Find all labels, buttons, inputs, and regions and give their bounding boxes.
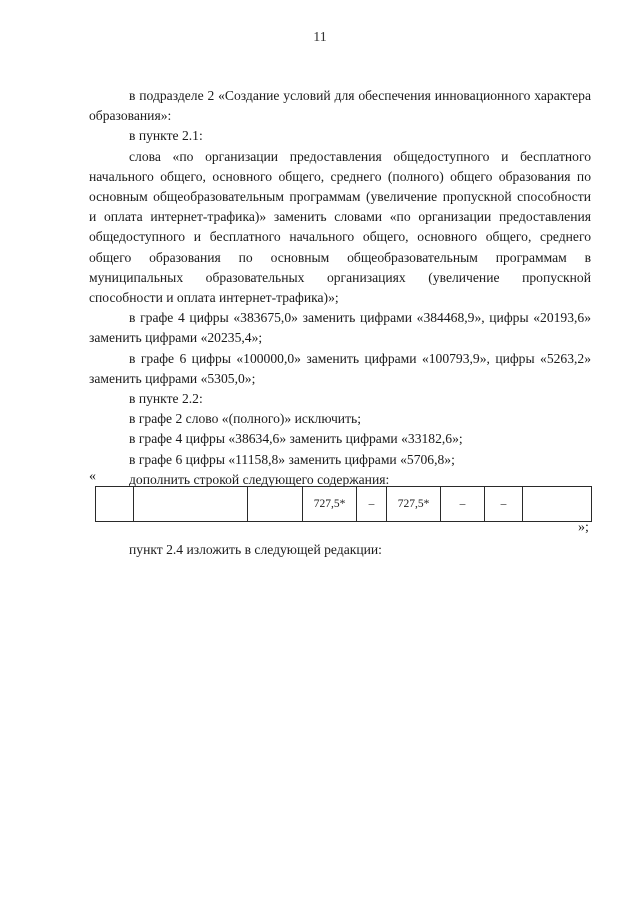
table-cell-8: – — [485, 487, 523, 522]
table-cell-4: 727,5* — [303, 487, 357, 522]
paragraph-add-row: дополнить строкой следующего содержания: — [129, 471, 390, 487]
table-cell-2 — [134, 487, 248, 522]
table-cell-1 — [96, 487, 134, 522]
table-close-quote: »; — [578, 520, 589, 535]
paragraph-column-2-2-2: в графе 2 слово «(полного)» исключить; — [129, 411, 361, 427]
table-cell-9 — [523, 487, 592, 522]
paragraph-column-4-2-2: в графе 4 цифры «38634,6» заменить цифрами «33182,6»; — [129, 431, 463, 447]
paragraph-column-6-2-1: в графе 6 цифры «100000,0» заменить цифрами «100793,9», цифры «5263,2» заменить цифрами «5305,0»; — [89, 350, 591, 386]
table-cell-5: – — [357, 487, 387, 522]
paragraph-subsection-2: в подразделе 2 «Создание условий для обеспечения инновационного характера образования»: — [89, 88, 591, 124]
paragraph-replace-words: слова «по организации предоставления общедоступного и бесплатного начального общего, основного общего, среднего (полного) общего образования по основным общеобразовательным программам (увеличение пропускной способности и оплата интернет-трафика)» заменить словами «по организации предоставления общедоступного и бесплатного начального общего, основного общего, среднего общего образования по основным общеобразовательным программам в муниципальных образовательных организациях (увеличение пропускной способности и оплата интернет-трафика)»; — [89, 148, 591, 306]
table-cell-3 — [248, 487, 303, 522]
amendment-text — [89, 86, 591, 490]
paragraph-item-2-1: в пункте 2.1: — [129, 128, 203, 144]
inserted-row-table — [95, 486, 592, 522]
paragraph-item-2-4: пункт 2.4 изложить в следующей редакции: — [129, 542, 382, 557]
table-open-quote: « — [89, 469, 96, 484]
page-number: 11 — [313, 30, 327, 45]
table-row — [96, 487, 592, 522]
paragraph-item-2-2: в пункте 2.2: — [129, 391, 203, 407]
paragraph-column-4-2-1: в графе 4 цифры «383675,0» заменить цифрами «384468,9», цифры «20193,6» заменить цифрами «20235,4»; — [89, 310, 591, 346]
paragraph-column-6-2-2: в графе 6 цифры «11158,8» заменить цифрами «5706,8»; — [129, 451, 455, 467]
table-cell-6: 727,5* — [387, 487, 441, 522]
table-cell-7: – — [441, 487, 485, 522]
